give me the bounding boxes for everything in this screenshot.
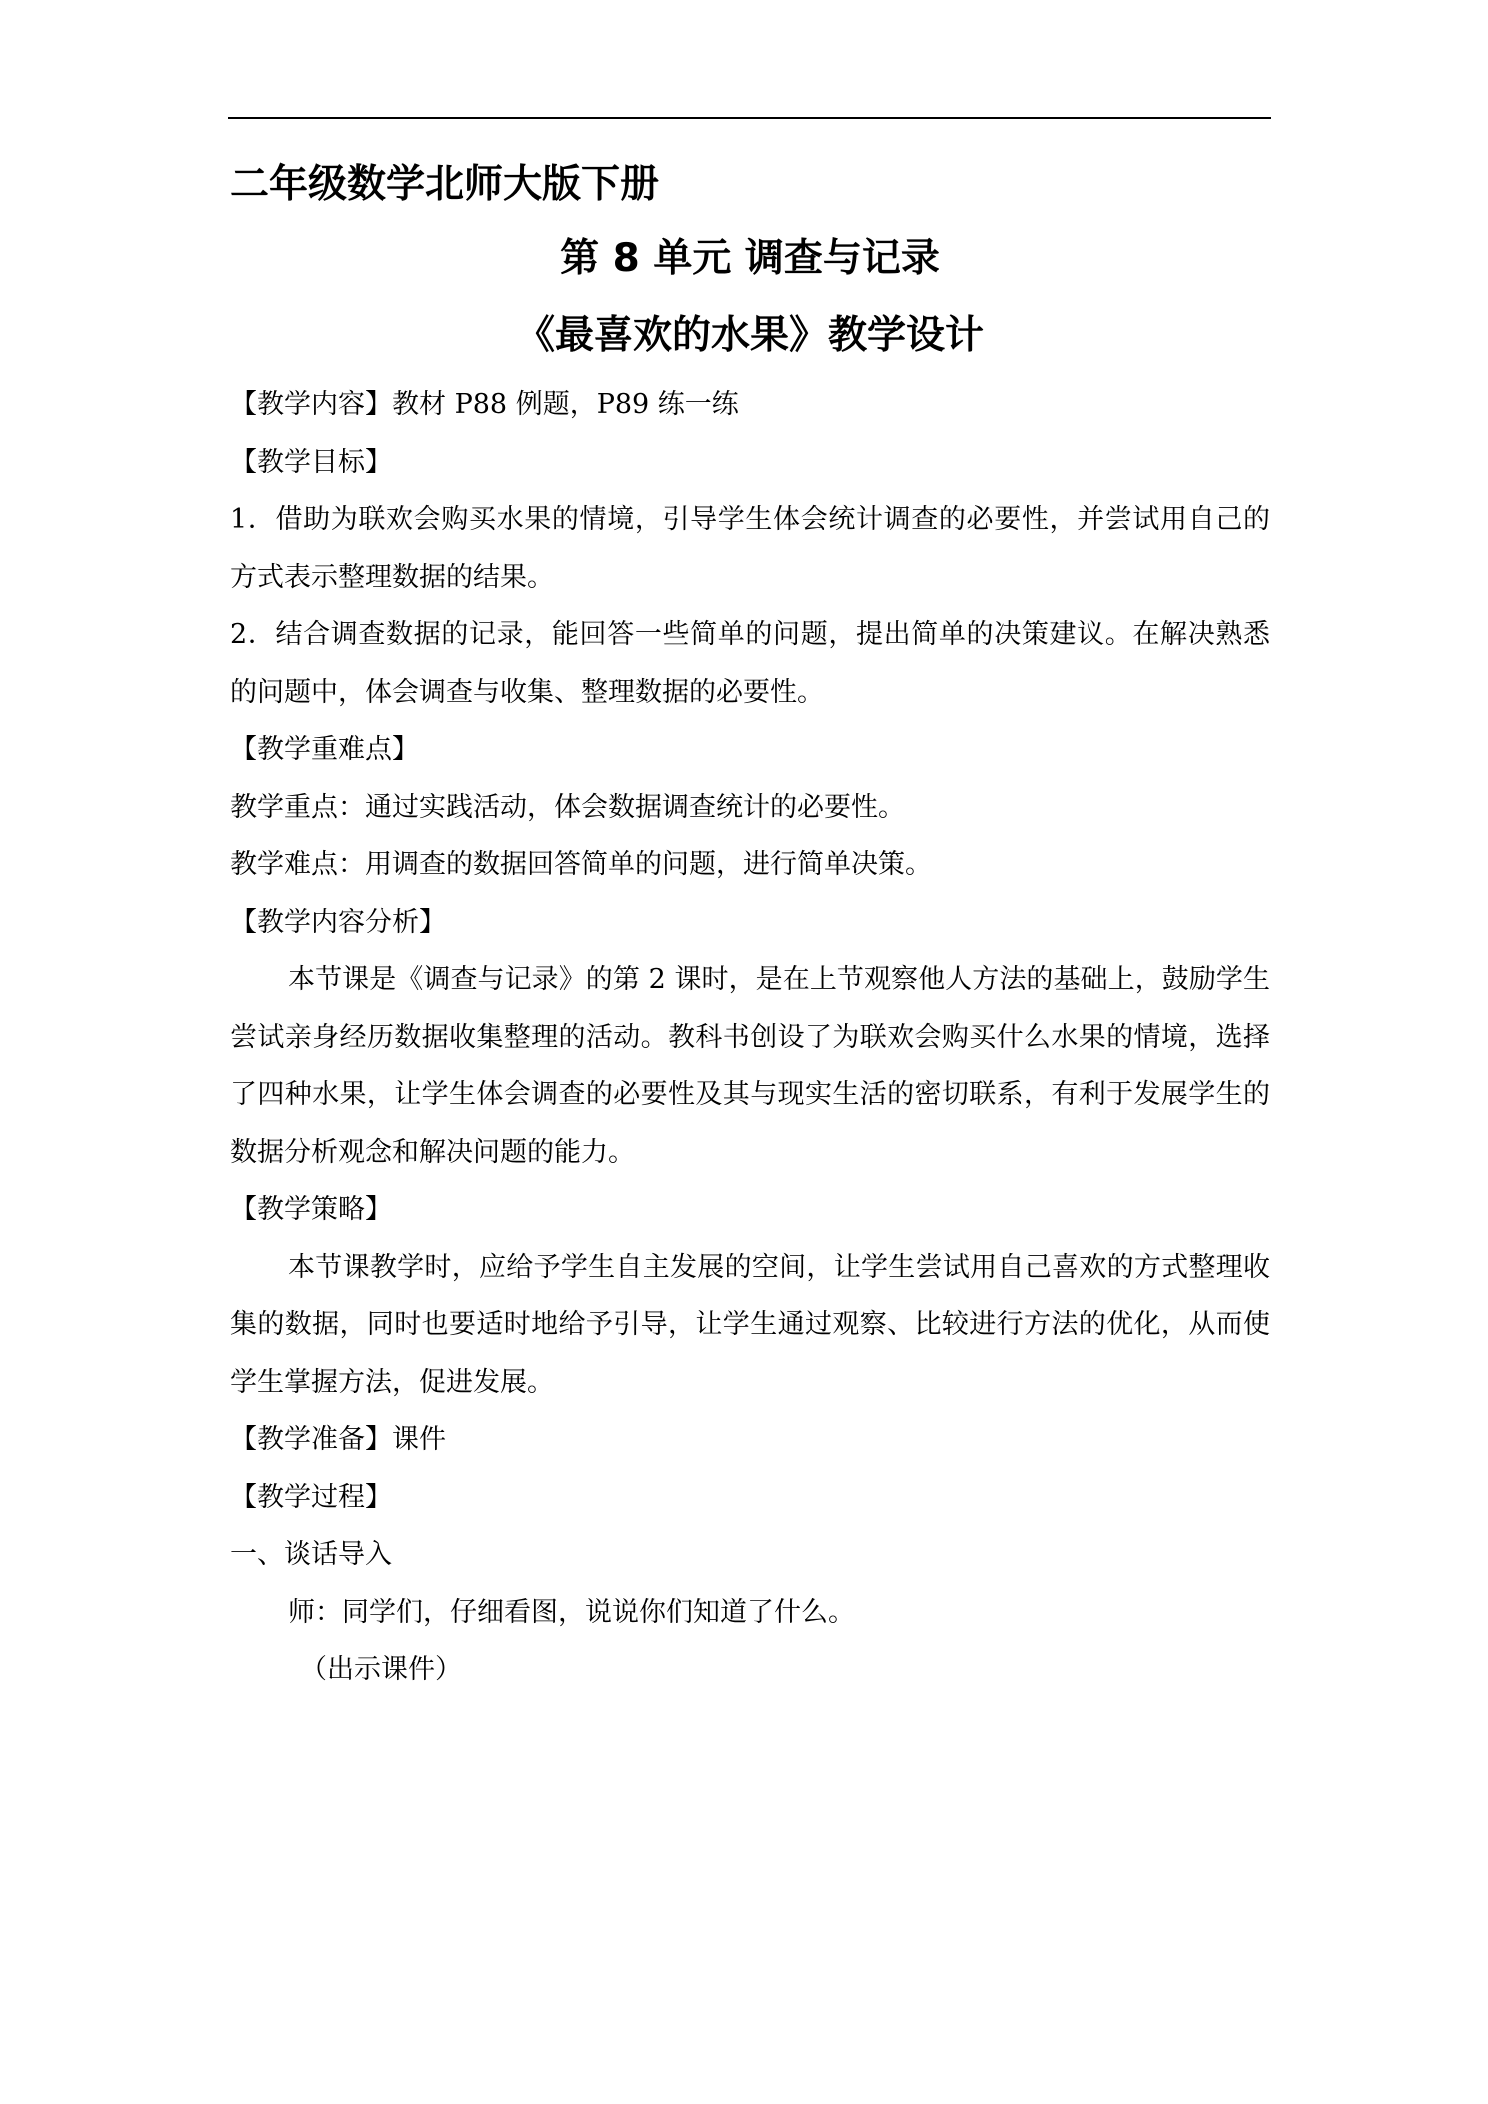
difficult-point: 教学难点：用调查的数据回答简单的问题，进行简单决策。 bbox=[230, 849, 932, 880]
unit-title: 第 8 单元 调查与记录 bbox=[560, 236, 940, 281]
objective-1: 1．借助为联欢会购买水果的情境，引导学生体会统计调查的必要性，并尝试用自己的方式表示整理数据的结果。 bbox=[230, 504, 1270, 593]
key-points-heading: 【教学重难点】 bbox=[230, 734, 419, 765]
objective-2: 2．结合调查数据的记录，能回答一些简单的问题，提出简单的决策建议。在解决熟悉的问题中，体会调查与收集、整理数据的必要性。 bbox=[230, 619, 1270, 708]
step-1-heading: 一、谈话导入 bbox=[230, 1539, 392, 1570]
key-point: 教学重点：通过实践活动，体会数据调查统计的必要性。 bbox=[230, 791, 905, 823]
preparation-line: 【教学准备】课件 bbox=[230, 1424, 446, 1455]
objectives-heading: 【教学目标】 bbox=[230, 446, 392, 478]
analysis-heading: 【教学内容分析】 bbox=[230, 906, 446, 938]
document-body bbox=[230, 150, 1270, 1699]
process-heading: 【教学过程】 bbox=[230, 1481, 392, 1513]
teacher-line: 师：同学们，仔细看图，说说你们知道了什么。 bbox=[288, 1596, 855, 1628]
book-title: 二年级数学北师大版下册 bbox=[230, 162, 660, 207]
strategy-text: 本节课教学时，应给予学生自主发展的空间，让学生尝试用自己喜欢的方式整理收集的数据，同时也要适时地给予引导，让学生通过观察、比较进行方法的优化，从而使学生掌握方法，促进发展。 bbox=[230, 1251, 1270, 1398]
strategy-heading: 【教学策略】 bbox=[230, 1194, 392, 1225]
lesson-title: 《最喜欢的水果》教学设计 bbox=[515, 313, 984, 358]
header-rule bbox=[228, 117, 1271, 119]
teaching-content-line: 【教学内容】教材 P88 例题，P89 练一练 bbox=[230, 389, 739, 420]
courseware-note: （出示课件） bbox=[300, 1654, 462, 1685]
analysis-text: 本节课是《调查与记录》的第 2 课时，是在上节观察他人方法的基础上，鼓励学生尝试亲身经历数据收集整理的活动。教科书创设了为联欢会购买什么水果的情境，选择了四种水果，让学生体会调查的必要性及其与现实生活的密切联系，有利于发展学生的数据分析观念和解决问题的能力。 bbox=[230, 964, 1270, 1168]
